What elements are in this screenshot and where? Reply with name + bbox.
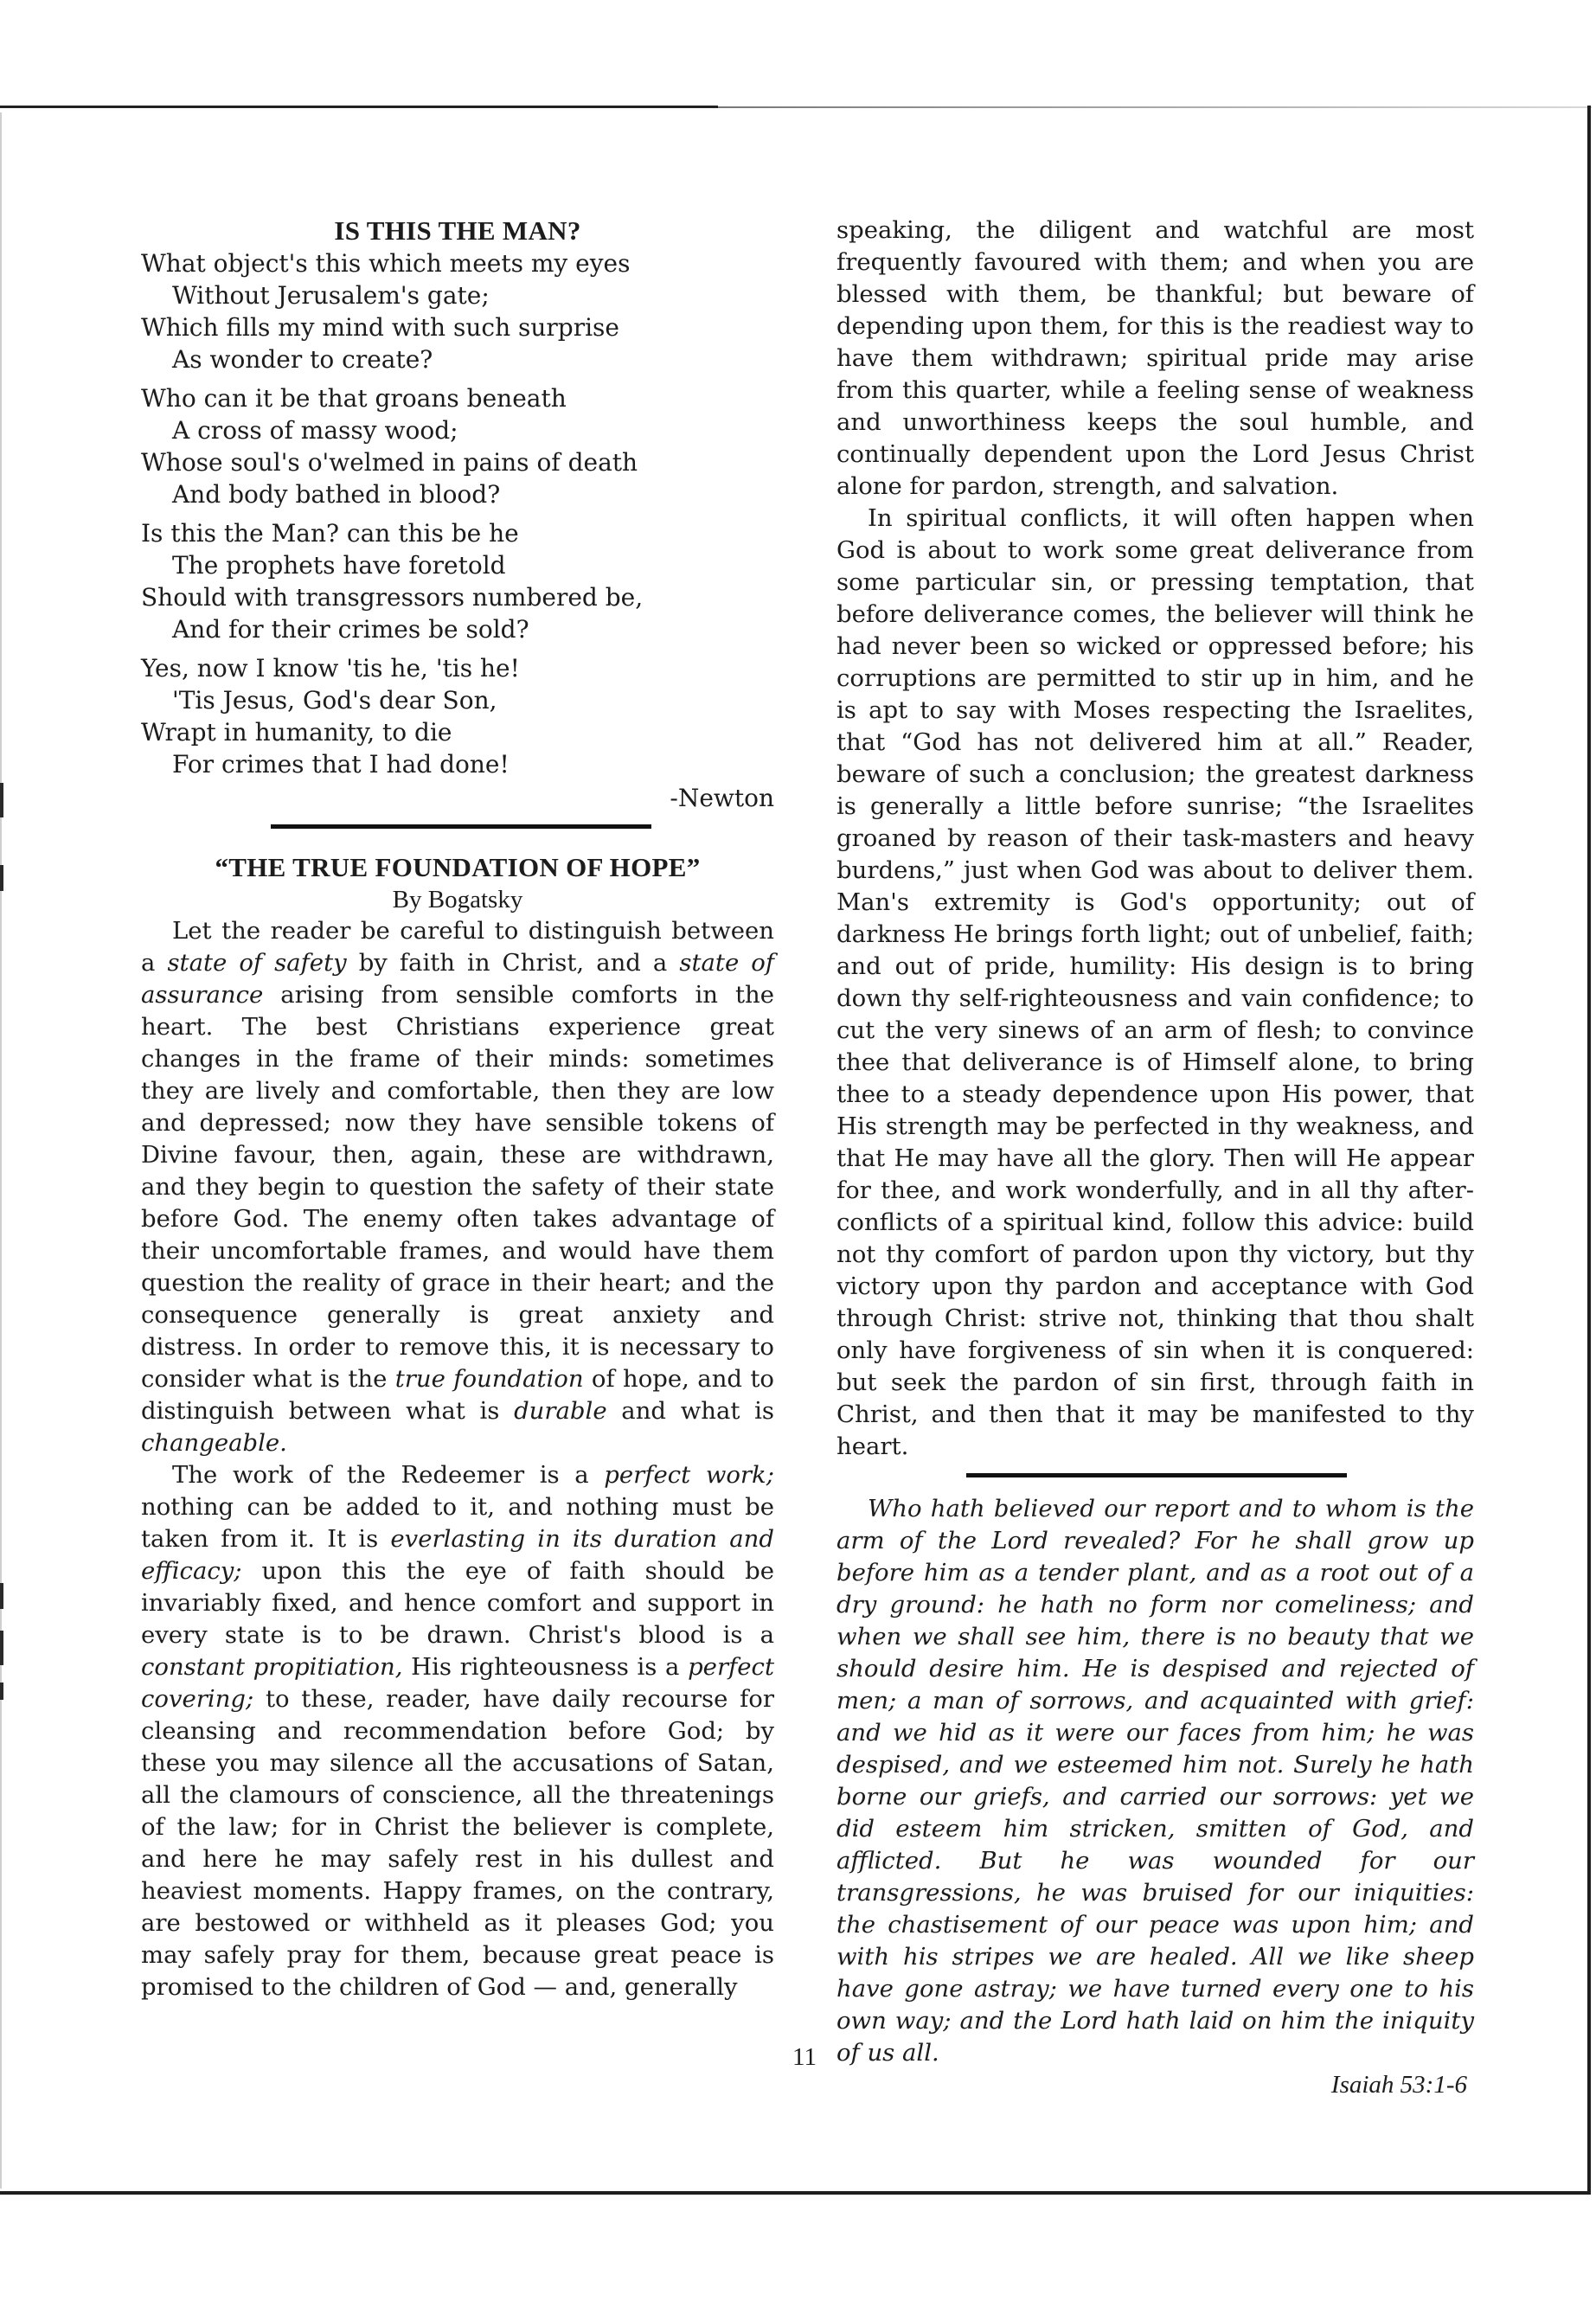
page-edge-top-fade <box>718 106 1592 108</box>
left-column <box>141 215 774 2003</box>
poem-stanza <box>141 517 774 645</box>
scan-mark <box>0 1631 3 1665</box>
scan-mark <box>0 1583 3 1609</box>
poem-line: Wrapt in humanity, to die <box>141 718 452 747</box>
poem-line: For crimes that I had done! <box>172 750 510 779</box>
article-title: “THE TRUE FOUNDATION OF HOPE” <box>215 852 701 882</box>
poem-line: Who can it be that groans beneath <box>141 384 567 413</box>
scripture-quote: Who hath believed our report and to whom is the arm of the Lord revealed? For he shall grow up before him as a tender plant, and as a root out of a dry ground: he hath no form nor comeliness; and when we shall see him, there is no beauty that we should desire him. He is despised and rejected of men; a man of sorrows, and acquainted with grief: and we hid as it were our faces from him; he was despised, and we esteemed him not. Surely he hath borne our griefs, and carried our sorrows: yet we did esteem him stricken, smitten of God, and afflicted. But he was wounded for our transgressions, he was bruised for our iniquities: the chastisement of our peace was upon him; and with his stripes we are healed. All we like sheep have gone astray; we have turned every one to his own way; and the Lord hath laid on him the iniquity of us all. <box>836 1495 1474 2067</box>
page-edge-left <box>0 112 2 2189</box>
poem-line: What object's this which meets my eyes <box>141 249 631 278</box>
poem-line: The prophets have foretold <box>172 551 506 580</box>
page-number: 11 <box>792 2043 817 2071</box>
poem-line: Whose soul's o'welmed in pains of death <box>141 448 638 477</box>
poem-line: 'Tis Jesus, God's dear Son, <box>172 686 497 715</box>
scan-mark <box>0 865 3 891</box>
page-edge-bottom <box>0 2191 1591 2195</box>
article-body-right <box>836 215 1474 1463</box>
poem-line: Which fills my mind with such surprise <box>141 313 619 342</box>
article-byline: By Bogatsky <box>392 886 523 913</box>
poem-line: As wonder to create? <box>172 345 433 374</box>
scan-mark <box>0 783 3 817</box>
page-edge-right <box>1587 106 1591 2195</box>
article-paragraph: speaking, the diligent and watchful are most frequently favoured with them; and when you are blessed with them, be thankful; but beware of depending upon them, for this is the readiest way to have them withdrawn; spiritual pride may arise from this quarter, while a feeling sense of weakness and unworthiness keeps the soul humble, and continually dependent upon the Lord Jesus Christ alone for pardon, strength, and salvation. <box>836 216 1474 500</box>
article-paragraph: The work of the Redeemer is a perfect work; nothing can be added to it, and nothing must be taken from it. It is everlasting in its duration and efficacy; upon this the eye of faith should be invariably fixed, and hence comfort and support in every state is to be drawn. Christ's blood is a constant propitiation, His righteousness is a perfect covering; to these, reader, have daily recourse for cleansing and recommendation before God; by these you may silence all the accusations of Satan, all the clamours of conscience, all the threatenings of the law; for in Christ the believer is complete, and here he may safely rest in his dullest and heaviest moments. Happy frames, on the contrary, are bestowed or withheld as it pleases God; you may safely pray for them, because great peace is promised to the children of God — and, generally <box>141 1461 774 2001</box>
poem-line: And body bathed in blood? <box>172 480 501 509</box>
poem-stanza <box>141 652 774 780</box>
poem-attribution: -Newton <box>670 784 774 812</box>
poem-stanza <box>141 247 774 375</box>
poem-line: Yes, now I know 'tis he, 'tis he! <box>141 654 520 683</box>
scan-mark <box>0 1682 3 1700</box>
poem-line: And for their crimes be sold? <box>172 615 529 644</box>
poem-line: Should with transgressors numbered be, <box>141 583 644 612</box>
section-divider <box>271 824 651 829</box>
poem-title: IS THIS THE MAN? <box>334 215 581 246</box>
article-body-left <box>141 915 774 2003</box>
article-paragraph: Let the reader be careful to distinguish between a state of safety by faith in Christ, and a state of assurance arising from sensible comforts in the heart. The best Christians experience great changes in the frame of their minds: sometimes they are lively and comfortable, then they are low and depressed; now they have sensible tokens of Divine favour, then, again, these are withdrawn, and they begin to question the safety of their state before God. The enemy often takes advantage of their uncomfortable frames, and would have them question the reality of grace in their heart; and the consequence generally is great anxiety and distress. In order to remove this, it is necessary to consider what is the true foundation of hope, and to distinguish between what is durable and what is changeable. <box>141 917 775 1457</box>
page-edge-top <box>0 106 718 108</box>
poem-line: Without Jerusalem's gate; <box>172 281 490 310</box>
section-divider <box>966 1473 1347 1477</box>
right-column <box>836 215 1474 2100</box>
poem-line: Is this the Man? can this be he <box>141 519 519 548</box>
poem-stanza <box>141 382 774 510</box>
article-paragraph: In spiritual conflicts, it will often happen when God is about to work some great deliverance from some particular sin, or pressing temptation, that before deliverance comes, the believer will think he had never been so wicked or oppressed before; his corruptions are permitted to stir up in him, and he is apt to say with Moses respecting the Israelites, that “God has not delivered him at all.” Reader, beware of such a conclusion; the greatest darkness is generally a little before sunrise; “the Israelites groaned by reason of their task-masters and heavy burdens,” just when God was about to deliver them. Man's extremity is God's opportunity; out of darkness He brings forth light; out of unbelief, faith; and out of pride, humility: His design is to bring down thy self-righteousness and vain confidence; to cut the very sinews of an arm of flesh; to convince thee that deliverance is of Himself alone, to bring thee to a steady dependence upon His power, that His strength may be perfected in thy weakness, and that He may have all the glory. Then will He appear for thee, and work wonderfully, and in all thy after-conflicts of a spiritual kind, follow this advice: build not thy comfort of pardon upon thy victory, but thy victory upon thy pardon and acceptance with God through Christ: strive not, thinking that thou shalt only have forgiveness of sin when it is conquered: but seek the pardon of sin first, through faith in Christ, and then that it may be manifested to thy heart. <box>836 504 1474 1460</box>
scripture-reference: Isaiah 53:1-6 <box>1330 2071 1467 2099</box>
poem-body <box>141 247 774 780</box>
poem-line: A cross of massy wood; <box>172 416 458 445</box>
